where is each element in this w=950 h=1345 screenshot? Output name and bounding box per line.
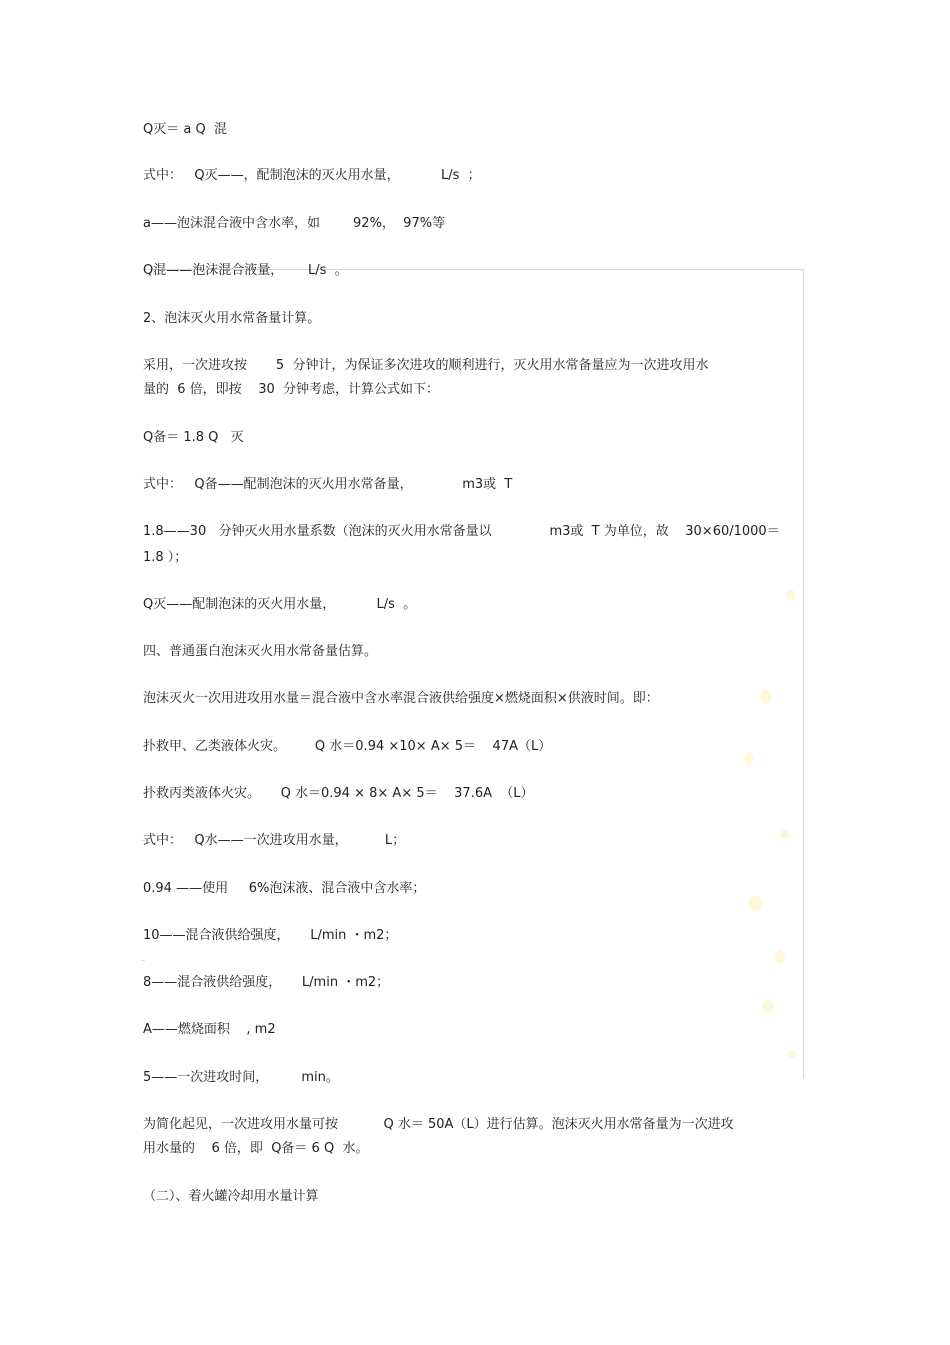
text-line: 1.8——30 分钟灭火用水量系数（泡沫的灭火用水常备量以 m3或 T 为单位，故 30×60/1000＝ — [143, 524, 780, 539]
paper-speck — [760, 690, 772, 704]
text-line: Q灭＝ a Q 混 — [143, 122, 227, 137]
paper-speck — [744, 752, 754, 764]
section-heading: 四、普通蛋白泡沫灭火用水常备量估算。 — [143, 644, 378, 659]
text-line: 为简化起见，一次进攻用水量可按 Q 水＝ 50A（L）进行估算。泡沫灭火用水常备量为一次进攻 — [143, 1117, 734, 1132]
text-line: Q混——泡沫混合液量， L/s 。 — [143, 263, 348, 278]
text-line: 0.94 ——使用 6%泡沫液、混合液中含水率； — [143, 881, 426, 896]
paper-speck — [762, 1000, 774, 1012]
section-heading: （二）、着火罐冷却用水量计算 — [143, 1189, 319, 1204]
paper-speck — [775, 950, 785, 964]
text-line: Q灭——配制泡沫的灭火用水量， L/s 。 — [143, 597, 417, 612]
text-line: 10——混合液供给强度， L/min ・m2； — [143, 928, 398, 943]
paper-speck — [788, 1050, 796, 1058]
frame-tick — [141, 960, 145, 961]
text-line: 5——一次进攻时间， min。 — [143, 1070, 339, 1085]
section-heading: 2、泡沫灭火用水常备量计算。 — [143, 311, 321, 326]
formula-line: Q备＝ 1.8 Q 灭 — [143, 430, 244, 445]
text-line: 量的 6 倍，即按 30 分钟考虑，计算公式如下： — [143, 382, 440, 397]
formula-line: 扑救丙类液体火灾。 Q 水＝0.94 × 8× A× 5＝ 37.6A （L） — [143, 786, 534, 801]
text-line: 用水量的 6 倍，即 Q备＝ 6 Q 水。 — [143, 1141, 369, 1156]
text-line: 8——混合液供给强度， L/min ・m2； — [143, 975, 390, 990]
formula-line: 扑救甲、乙类液体火灾。 Q 水＝0.94 ×10× A× 5＝ 47A（L） — [143, 739, 552, 754]
text-line: a——泡沫混合液中含水率，如 92%， 97%等 — [143, 216, 446, 231]
text-line: 采用，一次进攻按 5 分钟计，为保证多次进攻的顺利进行，灭火用水常备量应为一次进攻用水 — [143, 358, 709, 373]
text-line: 1.8 ）； — [143, 550, 188, 565]
text-line: A——燃烧面积 , m2 — [143, 1022, 276, 1037]
paper-speck — [748, 896, 762, 910]
text-line: 泡沫灭火一次用进攻用水量＝混合液中含水率混合液供给强度×燃烧面积×供液时间。即： — [143, 691, 659, 706]
paper-speck — [786, 590, 796, 600]
text-line: 式中： Q灭——，配制泡沫的灭火用水量， L/s ； — [143, 168, 481, 183]
paper-speck — [780, 830, 789, 839]
text-line: 式中： Q备——配制泡沫的灭火用水常备量， m3或 T — [143, 477, 513, 492]
text-line: 式中： Q水——一次进攻用水量， L； — [143, 833, 406, 848]
